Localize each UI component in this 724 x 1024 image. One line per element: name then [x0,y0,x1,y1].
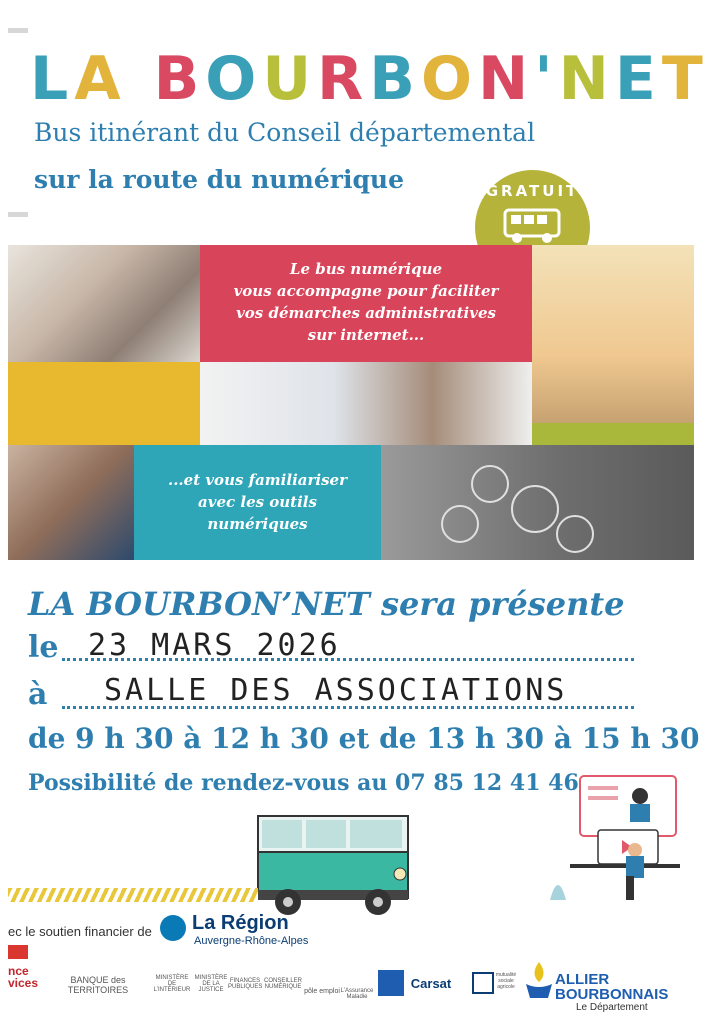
online-meeting-illustration [540,770,690,910]
title-letter: U [262,44,318,114]
monitor-icon [511,485,559,533]
title-letter: ' [534,44,559,114]
search-icon [441,505,479,543]
margin-mark [8,28,28,33]
subtitle-line-1: Bus itinérant du Conseil départemental [34,118,536,147]
partner-logo: MINISTÈRE DE LA JUSTICE [194,975,228,993]
subtitle-line-2: sur la route du numérique [34,165,405,194]
title-letter: R [317,44,370,114]
star-logo-icon [378,970,404,996]
photo-digital-icons-laptop [381,445,694,560]
partner-logo: pôle emploi [304,988,340,995]
place-value: SALLE DES ASSOCIATIONS [104,673,568,708]
title-letter: B [369,44,421,114]
teal-panel-line: ...et vous familiariser [167,471,347,489]
partner-logo: mutualité sociale agricole [495,972,517,990]
title-letter: N [478,44,535,114]
title-letter [127,48,154,110]
date-value: 23 MARS 2026 [88,628,341,663]
partner-logo: MINISTÈRE DE L’INTÉRIEUR [153,975,191,993]
red-panel-line: sur internet... [307,326,425,344]
france-services-text: nce vices [8,964,39,990]
region-subtitle: Auvergne-Rhône-Alpes [194,935,309,947]
yellow-block [8,362,200,445]
title-letter: E [614,44,662,114]
appointment-phone: Possibilité de rendez-vous au 07 85 12 41 46 [28,770,579,796]
title-letter: L [30,44,75,114]
date-label: le [28,630,59,665]
video-icon [556,515,594,553]
presence-heading: LA BOURBON’NET sera présente [28,585,625,623]
partner-logo: Carsat [410,976,452,991]
partner-logo: FINANCES PUBLIQUES [228,978,263,990]
opening-hours: de 9 h 30 à 12 h 30 et de 13 h 30 à 15 h 30 [28,722,700,755]
badge-top-text: GRATUIT [485,182,580,200]
teal-panel-line: numériques [207,515,308,533]
photo-women-computer [8,445,134,560]
france-services-logo-icon [8,945,28,959]
title-letter: T [661,44,709,114]
photo-students-computers [200,362,532,445]
teal-panel [134,445,381,560]
red-panel-line: vous accompagne pour faciliter [233,282,499,300]
title-letter: A [74,44,127,114]
teal-panel-line: avec les outils [198,493,317,511]
region-logo-icon [160,915,186,941]
partner-logo: L’Assurance Maladie [340,988,374,1000]
title-letter: N [558,44,615,114]
partner-logo: BANQUE des TERRITOIRES [67,975,129,995]
title-letter: O [420,44,478,114]
region-name: La Région [192,912,289,934]
bus-icon [502,206,564,246]
red-panel [200,245,532,362]
photo-girl-laptop [532,245,694,445]
msa-logo-icon [472,972,494,994]
page-title [30,44,709,114]
red-panel-line: vos démarches administratives [236,304,496,322]
yellow-stripe-band [8,888,258,902]
bus-illustration [248,810,414,922]
red-panel-line: Le bus numérique [289,260,443,278]
allier-logo-icon [524,960,554,1000]
allier-department: Le Département [576,1002,648,1013]
allier-subtitle: BOURBONNAIS [555,986,669,1003]
support-text: ec le soutien financier de [8,924,152,939]
photo-seniors-computer [8,245,200,362]
place-label: à [28,677,48,712]
title-letter: B [153,44,206,114]
title-letter: O [205,44,263,114]
partner-logo: CONSEILLER NUMÉRIQUE [263,978,302,990]
green-strip [532,423,694,445]
allier-title: ALLIER [555,971,610,988]
margin-mark [8,212,28,217]
network-icon [471,465,509,503]
